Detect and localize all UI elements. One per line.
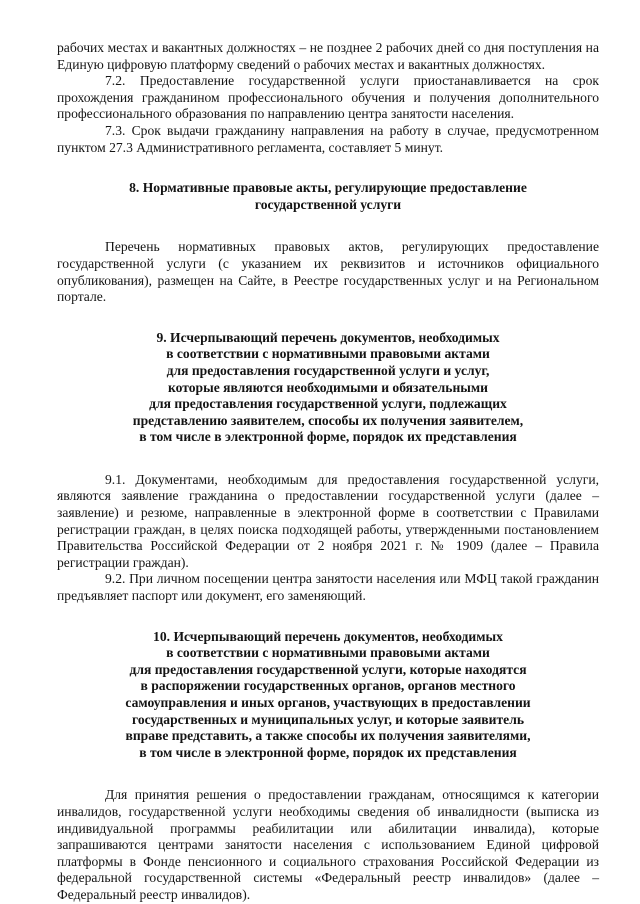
section-10-title-line: для предоставления государственной услуги, которые находятся bbox=[129, 661, 527, 677]
section-10-title-line: вправе представить, а также способы их получения заявителями, bbox=[125, 728, 531, 744]
paragraph-9-1: 9.1. Документами, необходимым для предоставления государственной услуги, являются заявление гражданина о предоставлении государственной услуги (далее – заявление) и резюме, направленные в электронной форме в соответствии с Правилами регистрации граждан, в целях поиска подходящей работы, утвержденными постановлением Правительства Российской Федерации от 2 ноября 2021 г. № 1909 (далее – Правила регистрации граждан). bbox=[57, 471, 599, 570]
section-10-title-line: в том числе в электронной форме, порядок их представления bbox=[139, 744, 517, 760]
section-10-title-line: государственных и муниципальных услуг, и которые заявитель bbox=[131, 711, 525, 727]
section-9-title-line: для предоставления государственной услуги и услуг, bbox=[166, 362, 490, 378]
section-10-title-line: самоуправления и иных органов, участвующих в предоставлении bbox=[125, 695, 531, 710]
section-8-title-line: 8. Нормативные правовые акты, регулирующие предоставление bbox=[129, 180, 527, 196]
paragraph-continuation: рабочих местах и вакантных должностях – не позднее 2 рабочих дней со дня поступления на Единую цифровую платформу сведений о рабочих местах и вакантных должностях. bbox=[57, 40, 599, 72]
paragraph-7-3: 7.3. Срок выдачи гражданину направления на работу в случае, предусмотренном пунктом 27.3 Административного регламента, составляет 5 минут. bbox=[57, 122, 599, 155]
document-page bbox=[57, 40, 599, 904]
paragraph-7-2: 7.2. Предоставление государственной услуги приостанавливается на срок прохождения гражданином профессионального обучения и получения дополнительного профессионального образования по направлению центра занятости населения. bbox=[57, 73, 599, 122]
section-9-title bbox=[57, 330, 599, 446]
section-10-title-line: в распоряжении государственных органов, органов местного bbox=[140, 678, 516, 694]
section-9-title-line: 9. Исчерпывающий перечень документов, необходимых bbox=[156, 329, 500, 345]
section-10-paragraph: Для принятия решения о предоставлении гражданам, относящимся к категории инвалидов, государственной услуги необходимы сведения об инвалидности (выписка из индивидуальной программы реабилитации или абилитации инвалида), которые запрашиваются центрами занятости населения с использованием Единой цифровой платформы в Фонде пенсионного и социального страхования Российской Федерации из федеральной государственной системы «Федеральный реестр инвалидов» (далее – Федеральный реестр инвалидов). bbox=[57, 787, 599, 902]
section-10-title-line: 10. Исчерпывающий перечень документов, необходимых bbox=[153, 628, 503, 644]
section-8-title-line: государственной услуги bbox=[254, 196, 402, 212]
section-9-title-line: для предоставления государственной услуги, подлежащих bbox=[149, 396, 507, 412]
section-9-title-line: в соответствии с нормативными правовыми актами bbox=[166, 346, 490, 362]
section-10-title bbox=[57, 629, 599, 762]
section-9-title-line: которые являются необходимыми и обязательными bbox=[167, 379, 489, 395]
paragraph-9-2: 9.2. При личном посещении центра занятости населения или МФЦ такой гражданин предъявляет паспорт или документ, его заменяющий. bbox=[57, 571, 599, 604]
section-8-title bbox=[57, 180, 599, 213]
section-8-paragraph: Перечень нормативных правовых актов, регулирующих предоставление государственной услуги (с указанием их реквизитов и источников официального опубликования), размещен на Сайте, в Реестре государственных услуг и на Региональном портале. bbox=[57, 239, 599, 305]
section-9-title-line: представлению заявителем, способы их получения заявителем, bbox=[132, 412, 524, 428]
section-10-title-line: в соответствии с нормативными правовыми актами bbox=[166, 645, 490, 661]
section-9-title-line: в том числе в электронной форме, порядок их представления bbox=[139, 429, 517, 445]
